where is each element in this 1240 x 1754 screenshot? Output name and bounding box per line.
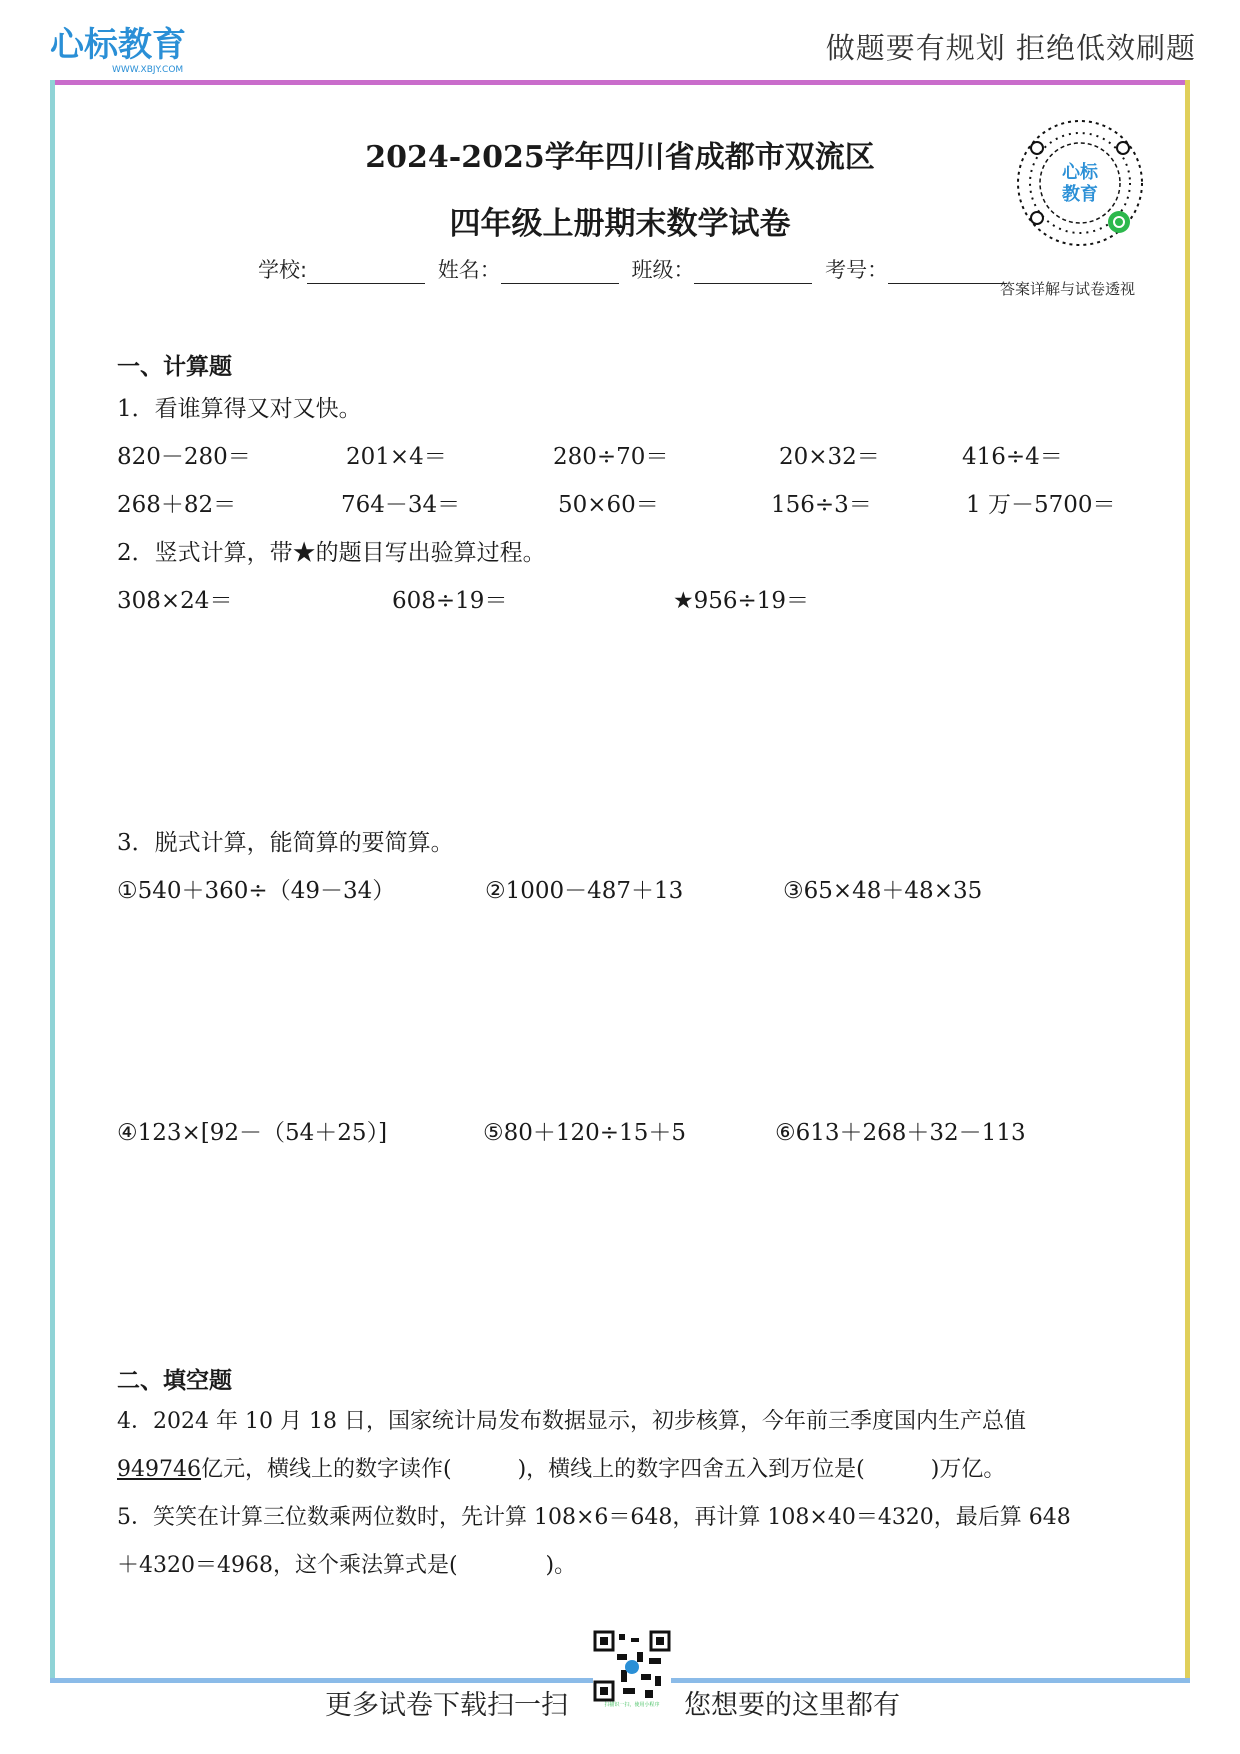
brand-logo <box>50 20 210 78</box>
q2-prompt: 2．竖式计算，带★的题目写出验算过程。 <box>117 540 546 566</box>
class-blank[interactable] <box>694 265 812 284</box>
q4-line1: 4．2024 年 10 月 18 日，国家统计局发布数据显示，初步核算，今年前三季度国内生产总值 <box>117 1409 1026 1434</box>
footer-right-text: 您想要的这里都有 <box>684 1690 900 1721</box>
footer-qr-code[interactable] <box>593 1630 671 1708</box>
class-label: 班级： <box>631 258 695 282</box>
q1-prompt: 1．看谁算得又对又快。 <box>117 396 362 422</box>
q5-line1: 5．笑笑在计算三位数乘两位数时，先计算 108×6＝648，再计算 108×40＝4320，最后算 648 <box>117 1505 1071 1530</box>
section-1-heading: 一、计算题 <box>117 354 232 380</box>
qr-logo-line2: 教育 <box>1062 184 1098 205</box>
q2-item: 308×24＝ <box>117 588 233 614</box>
q1-expr: 156÷3＝ <box>771 492 872 518</box>
student-info-row <box>258 254 1012 284</box>
name-label: 姓名： <box>437 258 501 282</box>
q2-item: 608÷19＝ <box>392 588 508 614</box>
q5-line2: ＋4320＝4968，这个乘法算式是( )。 <box>117 1553 577 1578</box>
exam-no-label: 考号： <box>825 258 889 282</box>
footer-qr-caption: 扫描识一扫，使用小程序 <box>604 1702 660 1708</box>
frame-left-bar <box>50 80 55 1680</box>
school-blank[interactable] <box>307 265 425 284</box>
exam-no-blank[interactable] <box>888 265 1006 284</box>
mini-program-qr-code[interactable] <box>1015 118 1145 248</box>
frame-top-bar <box>50 80 1190 85</box>
q1-expr: 20×32＝ <box>779 444 880 470</box>
q3-prompt: 3．脱式计算，能简算的要简算。 <box>117 830 454 856</box>
q3-item: ③65×48＋48×35 <box>783 878 983 904</box>
logo-url: WWW.XBJY.COM <box>112 65 184 75</box>
q1-expr: 1 万－5700＝ <box>966 492 1116 518</box>
q4-line2-rest: 亿元，横线上的数字读作( )，横线上的数字四舍五入到万位是( )万亿。 <box>200 1457 1006 1482</box>
q1-expr: 280÷70＝ <box>553 444 669 470</box>
q1-expr: 820－280＝ <box>117 444 251 470</box>
exam-title-line1: 2024-2025学年四川省成都市双流区 <box>365 140 875 175</box>
frame-right-bar <box>1185 80 1190 1680</box>
qr-caption: 答案详解与试卷透视 <box>1000 280 1136 298</box>
footer-left-text: 更多试卷下载扫一扫 <box>325 1690 568 1721</box>
q3-item: ①540＋360÷（49－34） <box>117 878 396 904</box>
exam-title-line2: 四年级上册期末数学试卷 <box>449 206 791 242</box>
q1-expr: 764－34＝ <box>341 492 461 518</box>
header-slogan: 做题要有规划 拒绝低效刷题 <box>825 31 1196 65</box>
q1-expr: 50×60＝ <box>558 492 659 518</box>
logo-text: 心标教育 <box>50 25 186 65</box>
q1-expr: 268＋82＝ <box>117 492 237 518</box>
name-blank[interactable] <box>501 265 619 284</box>
q4-underlined-number: 949746 <box>117 1457 201 1482</box>
q3-item: ②1000－487＋13 <box>485 878 684 904</box>
q3-item: ⑥613＋268＋32－113 <box>775 1120 1026 1146</box>
section-2-heading: 二、填空题 <box>117 1368 232 1394</box>
q3-item: ⑤80＋120÷15＋5 <box>483 1120 686 1146</box>
q3-item: ④123×[92－（54＋25）] <box>117 1120 388 1146</box>
q4-line2 <box>117 1452 1005 1483</box>
q1-expr: 201×4＝ <box>346 444 447 470</box>
q1-expr: 416÷4＝ <box>962 444 1063 470</box>
qr-logo-line1: 心标 <box>1062 162 1098 183</box>
school-label: 学校: <box>258 258 308 282</box>
q2-item: ★956÷19＝ <box>673 588 810 614</box>
